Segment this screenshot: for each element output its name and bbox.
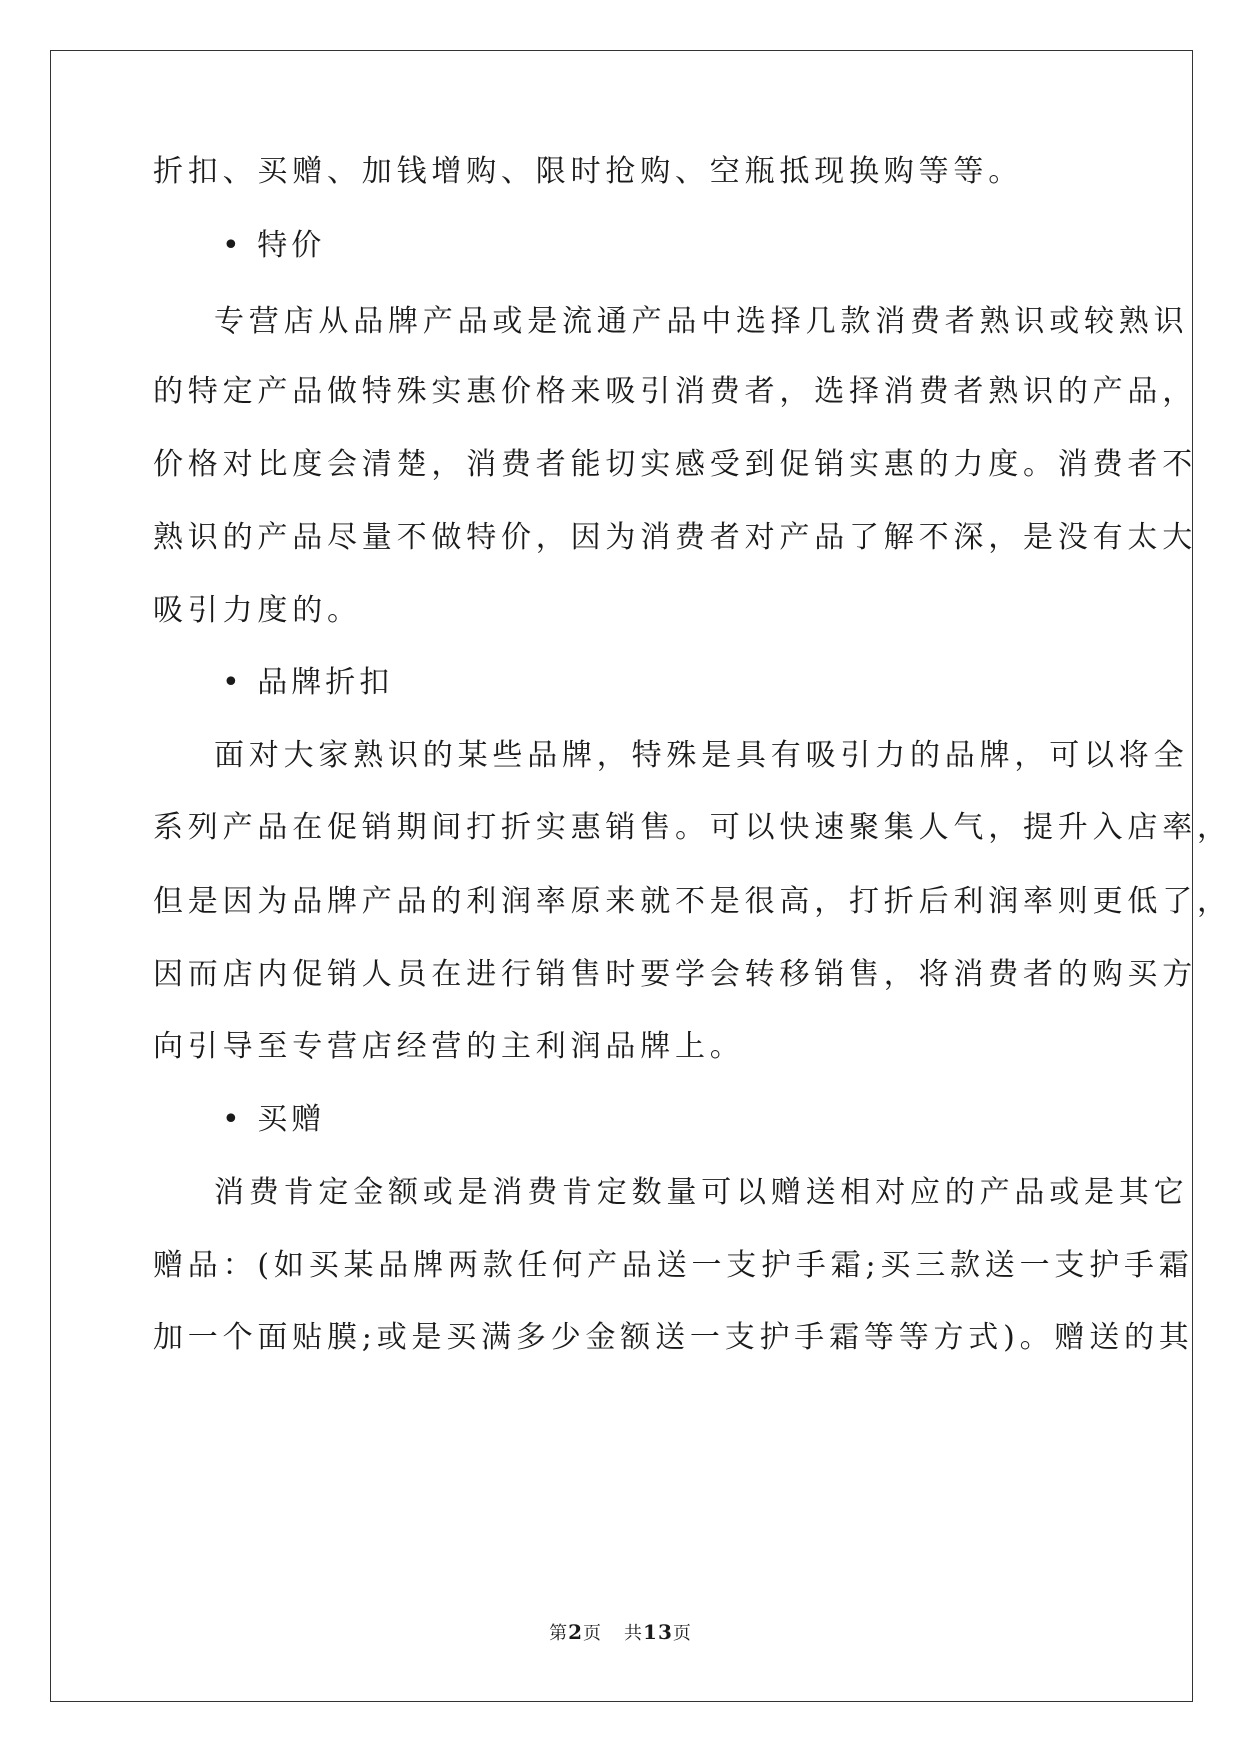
body-line: 折扣、买赠、加钱增购、限时抢购、空瓶抵现换购等等。 bbox=[153, 154, 1023, 189]
body-line: 的特定产品做特殊实惠价格来吸引消费者，选择消费者熟识的产品， bbox=[153, 374, 1197, 409]
paragraph-first-line: 专营店从品牌产品或是流通产品中选择几款消费者熟识或较熟识 bbox=[214, 304, 1189, 339]
body-line: 吸引力度的。 bbox=[153, 593, 362, 628]
footer-total-pages: 13 bbox=[643, 1620, 673, 1644]
body-line: 熟识的产品尽量不做特价，因为消费者对产品了解不深，是没有太大 bbox=[153, 520, 1197, 555]
page-border bbox=[50, 50, 1193, 1702]
footer-page-suffix: 页 bbox=[583, 1623, 603, 1644]
paragraph-first-line: 消费肯定金额或是消费肯定数量可以赠送相对应的产品或是其它 bbox=[214, 1175, 1189, 1210]
footer-total-prefix: 共 bbox=[624, 1623, 644, 1644]
page-footer bbox=[0, 1620, 1241, 1646]
footer-prefix: 第 bbox=[549, 1623, 569, 1644]
bullet-heading-buy-gift: • 买赠 bbox=[222, 1102, 326, 1137]
body-line: 向引导至专营店经营的主利润品牌上。 bbox=[153, 1029, 745, 1064]
body-line: 价格对比度会清楚，消费者能切实感受到促销实惠的力度。消费者不 bbox=[153, 447, 1197, 482]
footer-page-number: 2 bbox=[568, 1620, 584, 1644]
paragraph-first-line: 面对大家熟识的某些品牌，特殊是具有吸引力的品牌，可以将全 bbox=[214, 738, 1189, 773]
bullet-heading-special-price: • 特价 bbox=[222, 228, 326, 263]
footer-total-suffix: 页 bbox=[672, 1623, 692, 1644]
body-line: 因而店内促销人员在进行销售时要学会转移销售，将消费者的购买方 bbox=[153, 957, 1197, 992]
body-line: 系列产品在促销期间打折实惠销售。可以快速聚集人气，提升入店率， bbox=[153, 810, 1232, 845]
body-line: 加一个面贴膜;或是买满多少金额送一支护手霜等等方式)。赠送的其 bbox=[153, 1320, 1194, 1355]
body-line: 赠品：(如买某品牌两款任何产品送一支护手霜;买三款送一支护手霜 bbox=[153, 1248, 1194, 1283]
bullet-heading-brand-discount: • 品牌折扣 bbox=[222, 665, 394, 700]
body-line: 但是因为品牌产品的利润率原来就不是很高，打折后利润率则更低了， bbox=[153, 884, 1232, 919]
